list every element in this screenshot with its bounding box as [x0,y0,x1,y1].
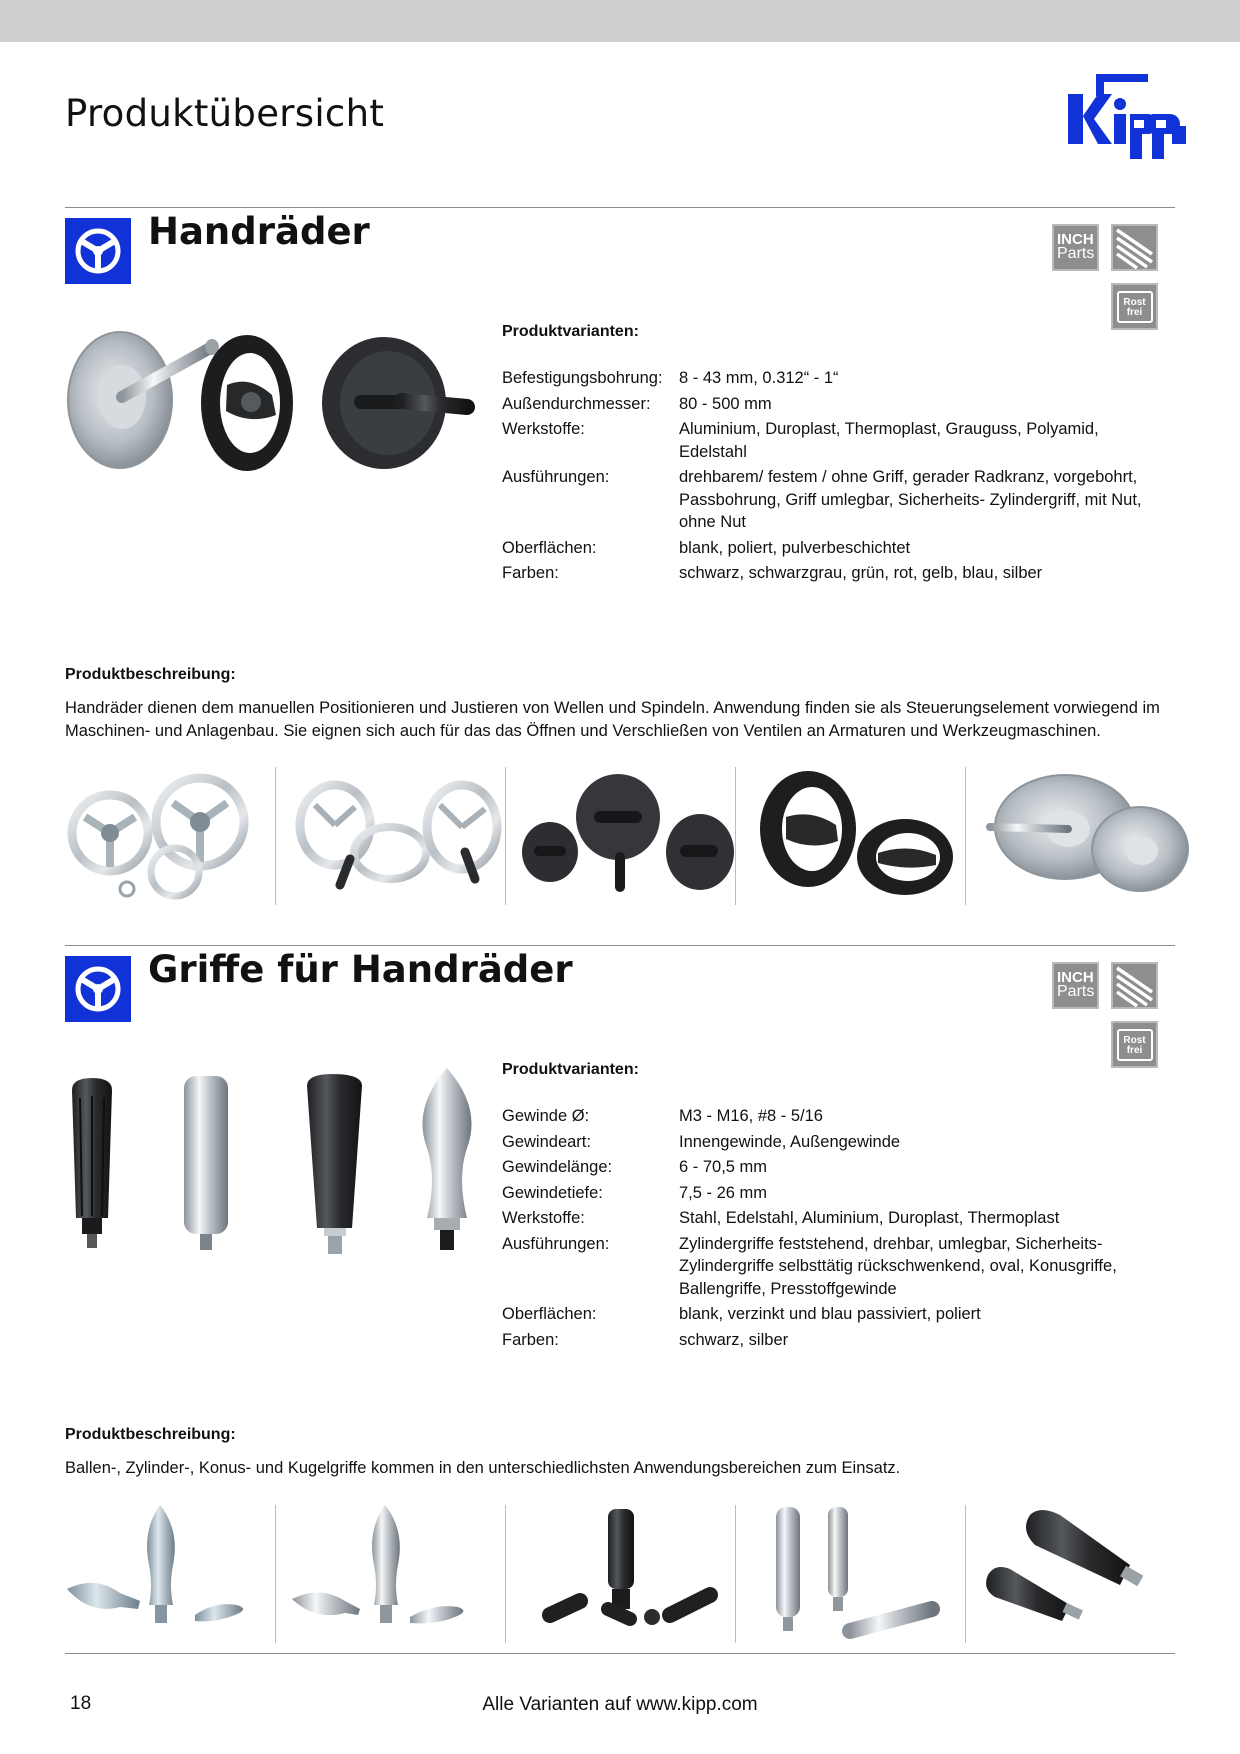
spec-key: Gewindelänge: [502,1158,613,1176]
section-title: Griffe für Handräder [148,948,573,991]
kipp-logo-icon [1068,74,1190,166]
spec-key: Werkstoffe: [502,1209,585,1227]
rostfrei-badge[interactable] [1111,1021,1158,1068]
spec-row [502,466,1162,534]
rostfrei-frame [1117,1029,1153,1061]
spec-row [502,1233,1162,1301]
thumbnail-ball-handles-chrome[interactable] [290,1505,520,1643]
spec-key: Oberflächen: [502,1305,597,1323]
spec-list [502,367,1162,588]
description-heading: Produktbeschreibung: [65,666,236,683]
rost-badge-line1: Rost [1123,296,1146,308]
thumbnail-divider [275,767,276,905]
variants-heading: Produktvarianten: [502,323,639,340]
handwheel-hero-image [62,325,482,475]
thumbnail-ring-wheels[interactable] [290,767,520,905]
spec-key: Farben: [502,564,559,582]
spec-row [502,1182,1162,1205]
section-title: Handräder [148,210,370,253]
spec-row [502,1207,1162,1230]
thumbnail-black-dish-wheels[interactable] [520,767,750,905]
rost-badge-line1: Rost [1123,1034,1146,1046]
inch-badge-line2: Parts [1057,983,1095,1000]
rost-badge-line2: frei [1126,306,1143,318]
handles-thumbnail-strip [65,1505,1175,1643]
spec-value: blank, verzinkt und blau passiviert, poliert [679,1305,981,1323]
spec-row [502,1303,1162,1326]
spec-row [502,537,1162,560]
thumbnail-divider [735,767,736,905]
description-text: Ballen-, Zylinder-, Konus- und Kugelgriffe kommen in den unterschiedlichsten Anwendungsbereichen zum Einsatz. [65,1459,901,1477]
spec-key: Ausführungen: [502,468,610,486]
stripes-badge-icon[interactable] [1111,224,1158,271]
thumbnail-black-cone-handles[interactable] [980,1505,1210,1643]
footer-website-link[interactable]: Alle Varianten auf www.kipp.com [482,1694,758,1715]
top-bar [0,0,1240,42]
spec-row [502,1105,1162,1128]
spec-row [502,1156,1162,1179]
spec-key: Gewindetiefe: [502,1183,603,1202]
spec-key: Farben: [502,1330,559,1349]
spec-value: M3 - M16, #8 - 5/16 [679,1107,823,1125]
section-divider [65,207,1175,208]
spec-row [502,367,1162,390]
spec-row [502,418,1162,463]
thumbnail-black-cylinder-handles[interactable] [520,1505,750,1643]
section-divider [65,945,1175,946]
spec-key: Werkstoffe: [502,420,585,438]
inch-badge-line1: INCH [1057,231,1094,248]
spec-value: 7,5 - 26 mm [679,1183,768,1202]
thumbnail-black-spoke-wheels[interactable] [750,767,980,905]
spec-key: Ausführungen: [502,1234,610,1253]
spec-value: Zylindergriffe feststehend, drehbar, umlegbar, Sicherheits-Zylindergriffe selbsttätig rückschwenkend, oval, Konusgriffe, Ballengriffe, Presstoffgewinde [679,1234,1117,1298]
thumbnail-divider [275,1505,276,1643]
spec-value: blank, poliert, pulverbeschichtet [679,538,911,557]
thumbnail-divider [965,1505,966,1643]
description-heading: Produktbeschreibung: [65,1426,236,1443]
thumbnail-divider [505,1505,506,1643]
rost-badge-line2: frei [1126,1044,1143,1056]
spec-value: schwarz, silber [679,1330,789,1349]
stripes-badge-icon[interactable] [1111,962,1158,1009]
thumbnail-aluminium-dish-wheels[interactable] [980,767,1210,905]
spec-value: Stahl, Edelstahl, Aluminium, Duroplast, Thermoplast [679,1209,1060,1227]
spec-value: 80 - 500 mm [679,394,772,413]
spec-key: Gewindeart: [502,1132,591,1151]
thumbnail-divider [965,767,966,905]
spec-value: Innengewinde, Außengewinde [679,1132,901,1151]
thumbnail-divider [735,1505,736,1643]
inch-badge-line1: INCH [1057,969,1094,986]
spec-list [502,1105,1162,1354]
footer-divider [65,1653,1175,1654]
inch-parts-badge[interactable] [1052,224,1099,271]
page-title: Produktübersicht [65,92,385,135]
inch-badge-line2: Parts [1057,245,1095,262]
spec-value: 6 - 70,5 mm [679,1158,768,1176]
spec-key: Außendurchmesser: [502,394,651,413]
spec-key: Befestigungsbohrung: [502,369,663,387]
variants-heading: Produktvarianten: [502,1061,639,1078]
description-text: Handräder dienen dem manuellen Positionieren und Justieren von Wellen und Spindeln. Anwendung finden sie als Steuerungselement vorwiegend im Maschinen- und Anlagenbau. Sie eignen sich auch für das das Öffnen und Verschließen von Ventilen an Armaturen und Werkzeugmaschinen. [65,699,1160,740]
spec-value: drehbarem/ festem / ohne Griff, gerader Radkranz, vorgebohrt, Passbohrung, Griff umlegbar, Sicherheits- Zylindergriff, mit Nut, ohne Nut [679,468,1142,531]
spec-row [502,562,1162,585]
spec-row [502,1329,1162,1352]
category-icon-box [65,218,131,284]
page-number: 18 [70,1693,92,1714]
spec-value: 8 - 43 mm, 0.312“ - 1“ [679,369,839,387]
thumbnail-chrome-cylinder-handles[interactable] [750,1505,980,1643]
spec-key: Gewinde Ø: [502,1107,590,1125]
handwheel-thumbnail-strip [65,767,1175,905]
handles-hero-image [62,1068,482,1268]
inch-parts-badge[interactable] [1052,962,1099,1009]
category-icon-box [65,956,131,1022]
spec-key: Oberflächen: [502,538,597,557]
spec-row [502,393,1162,416]
handwheel-icon [65,956,131,1022]
spec-value: schwarz, schwarzgrau, grün, rot, gelb, blau, silber [679,564,1043,582]
thumbnail-spoked-aluminium[interactable] [65,767,295,905]
thumbnail-divider [505,767,506,905]
rostfrei-badge[interactable] [1111,283,1158,330]
spec-row [502,1131,1162,1154]
spec-value: Aluminium, Duroplast, Thermoplast, Grauguss, Polyamid, Edelstahl [679,420,1099,461]
rostfrei-frame [1117,291,1153,323]
handwheel-icon [65,218,131,284]
thumbnail-ball-handles-blue[interactable] [65,1505,295,1643]
